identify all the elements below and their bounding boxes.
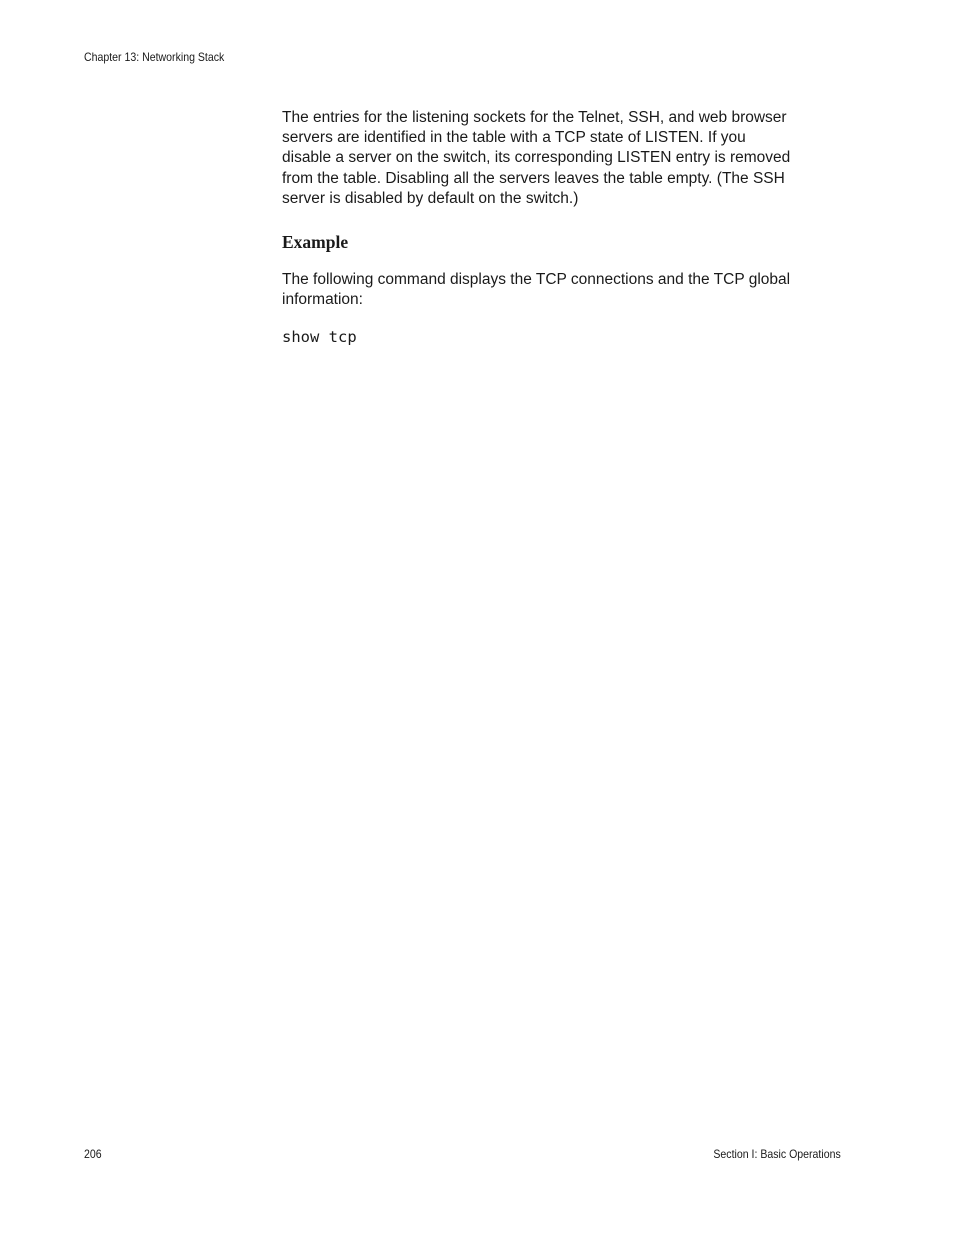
running-header-chapter: Chapter 13: Networking Stack [84,50,225,64]
footer-section-label: Section I: Basic Operations [713,1147,841,1161]
main-content [282,108,847,347]
footer-page-number: 206 [84,1147,102,1161]
section-heading-example: Example [282,232,349,253]
command-example-code: show tcp [282,328,357,347]
body-paragraph-command-intro: The following command displays the TCP connections and the TCP global information: [282,271,791,309]
body-paragraph-listen-entries: The entries for the listening sockets for the Telnet, SSH, and web browser servers are identified in the table with a TCP state of LISTEN. If you disable a server on the switch, its corresponding LISTEN entry is removed from the table. Disabling all the servers leaves the table empty. (The SSH server is disabled by default on the switch.) [282,109,791,207]
